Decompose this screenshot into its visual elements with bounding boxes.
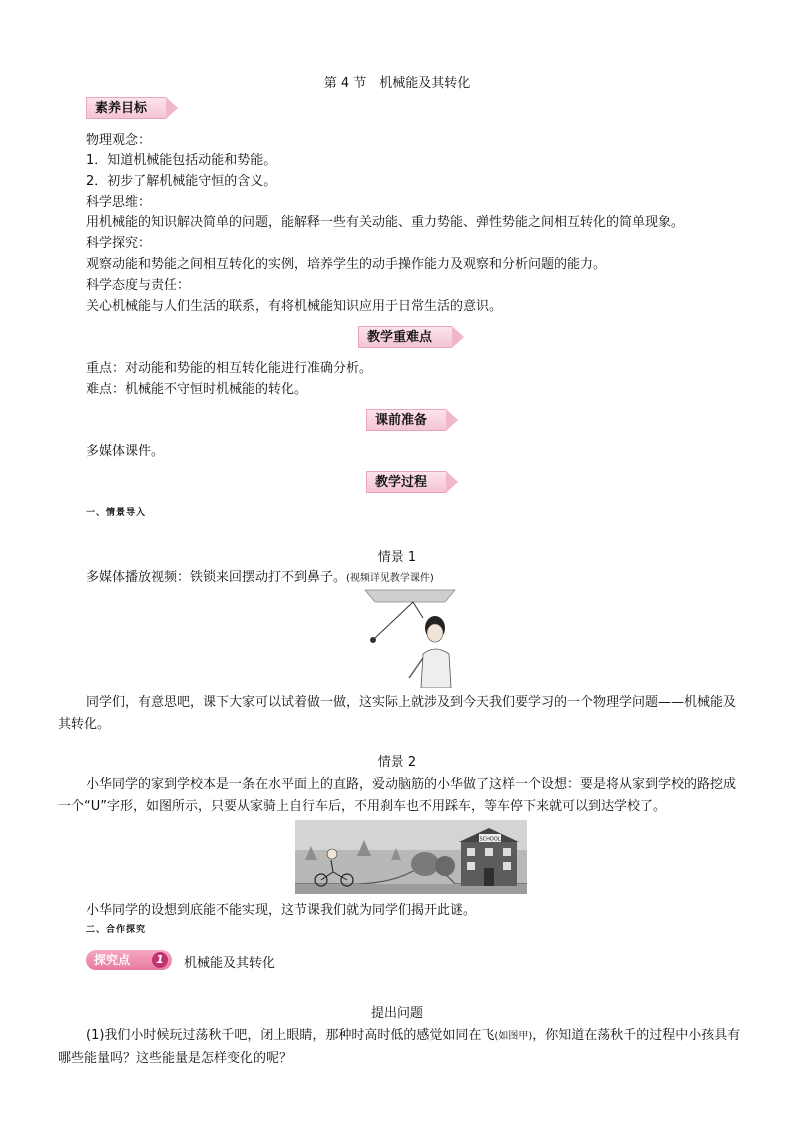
section-heading-intro: 一、情景导入 [86, 508, 147, 518]
physics-concept-label: 物理观念： [86, 133, 152, 148]
scene1-paragraph: 同学们，有意思吧，课下大家可以试着做一做，这实际上就涉及到今天我们要学习的一个物理学问题——机械能及其转化。 [58, 695, 737, 732]
scene1-text-main: 多媒体播放视频：铁锁来回摆动打不到鼻子。 [86, 570, 347, 585]
u-road-figure [295, 820, 527, 894]
science-inquiry-label: 科学探究： [86, 236, 152, 251]
scene1-text [86, 569, 434, 588]
attitude-text: 关心机械能与人们生活的联系，有将机械能知识应用于日常生活的意识。 [86, 299, 503, 314]
question-1-part-a: (1)我们小时候玩过荡秋千吧，闭上眼睛，那种时高时低的感觉如同在飞 [86, 1028, 495, 1043]
difficulty-text: 难点：机械能不守恒时机械能的转化。 [86, 382, 308, 397]
science-inquiry-text: 观察动能和势能之间相互转化的实例，培养学生的动手操作能力及观察和分析问题的能力。 [86, 257, 607, 272]
question-heading: 提出问题 [370, 1006, 423, 1021]
scene2-paragraph: 小华同学的家到学校本是一条在水平面上的直路，爱动脑筋的小华做了这样一个设想：要是将从家到学校的路挖成一个“U”字形，如图所示，只要从家骑上自行车后，不用刹车也不用踩车，等车停下来就可以到达学校了。 [58, 777, 737, 814]
scene2-end-paragraph: 小华同学的设想到底能不能实现，这节课我们就为同学们揭开此谜。 [86, 903, 477, 918]
focus-text: 重点：对动能和势能的相互转化能进行准确分析。 [86, 361, 373, 376]
explore-point-title: 机械能及其转化 [184, 956, 276, 971]
preparation-text: 多媒体课件。 [86, 444, 165, 459]
explore-point-badge [86, 950, 172, 970]
question-1-part-b: ，你知道在荡秋千的过程中小孩具有哪些能量吗？这些能量是怎样变化的呢？ [58, 1028, 741, 1066]
pendulum-figure [355, 588, 465, 688]
question-1-note: (如图甲) [494, 1031, 533, 1042]
school-sign: SCHOOL [479, 836, 501, 843]
physics-concept-item-2: 2．初步了解机械能守恒的含义。 [86, 174, 277, 189]
page-title: 第 4 节 机械能及其转化 [323, 76, 471, 91]
attitude-label: 科学态度与责任： [86, 278, 191, 293]
badge-process: 教学过程 [366, 471, 446, 493]
explore-point-label: 探究点 [94, 953, 131, 967]
science-thinking-text: 用机械能的知识解决简单的问题，能解释一些有关动能、重力势能、弹性势能之间相互转化的简单现象。 [86, 215, 685, 230]
scene2-title: 情景 2 [377, 755, 417, 770]
science-thinking-label: 科学思维： [86, 195, 152, 210]
explore-point-number: 1 [152, 952, 168, 968]
scene1-note: (视频详见教学课件) [346, 573, 434, 584]
badge-key-points: 教学重难点 [358, 326, 452, 348]
scene1-title: 情景 1 [377, 550, 417, 565]
physics-concept-item-1: 1．知道机械能包括动能和势能。 [86, 153, 277, 168]
section-heading-inquiry: 二、合作探究 [86, 925, 147, 935]
badge-goals: 素养目标 [86, 97, 166, 119]
badge-preparation: 课前准备 [366, 409, 446, 431]
question-1 [58, 1025, 742, 1070]
